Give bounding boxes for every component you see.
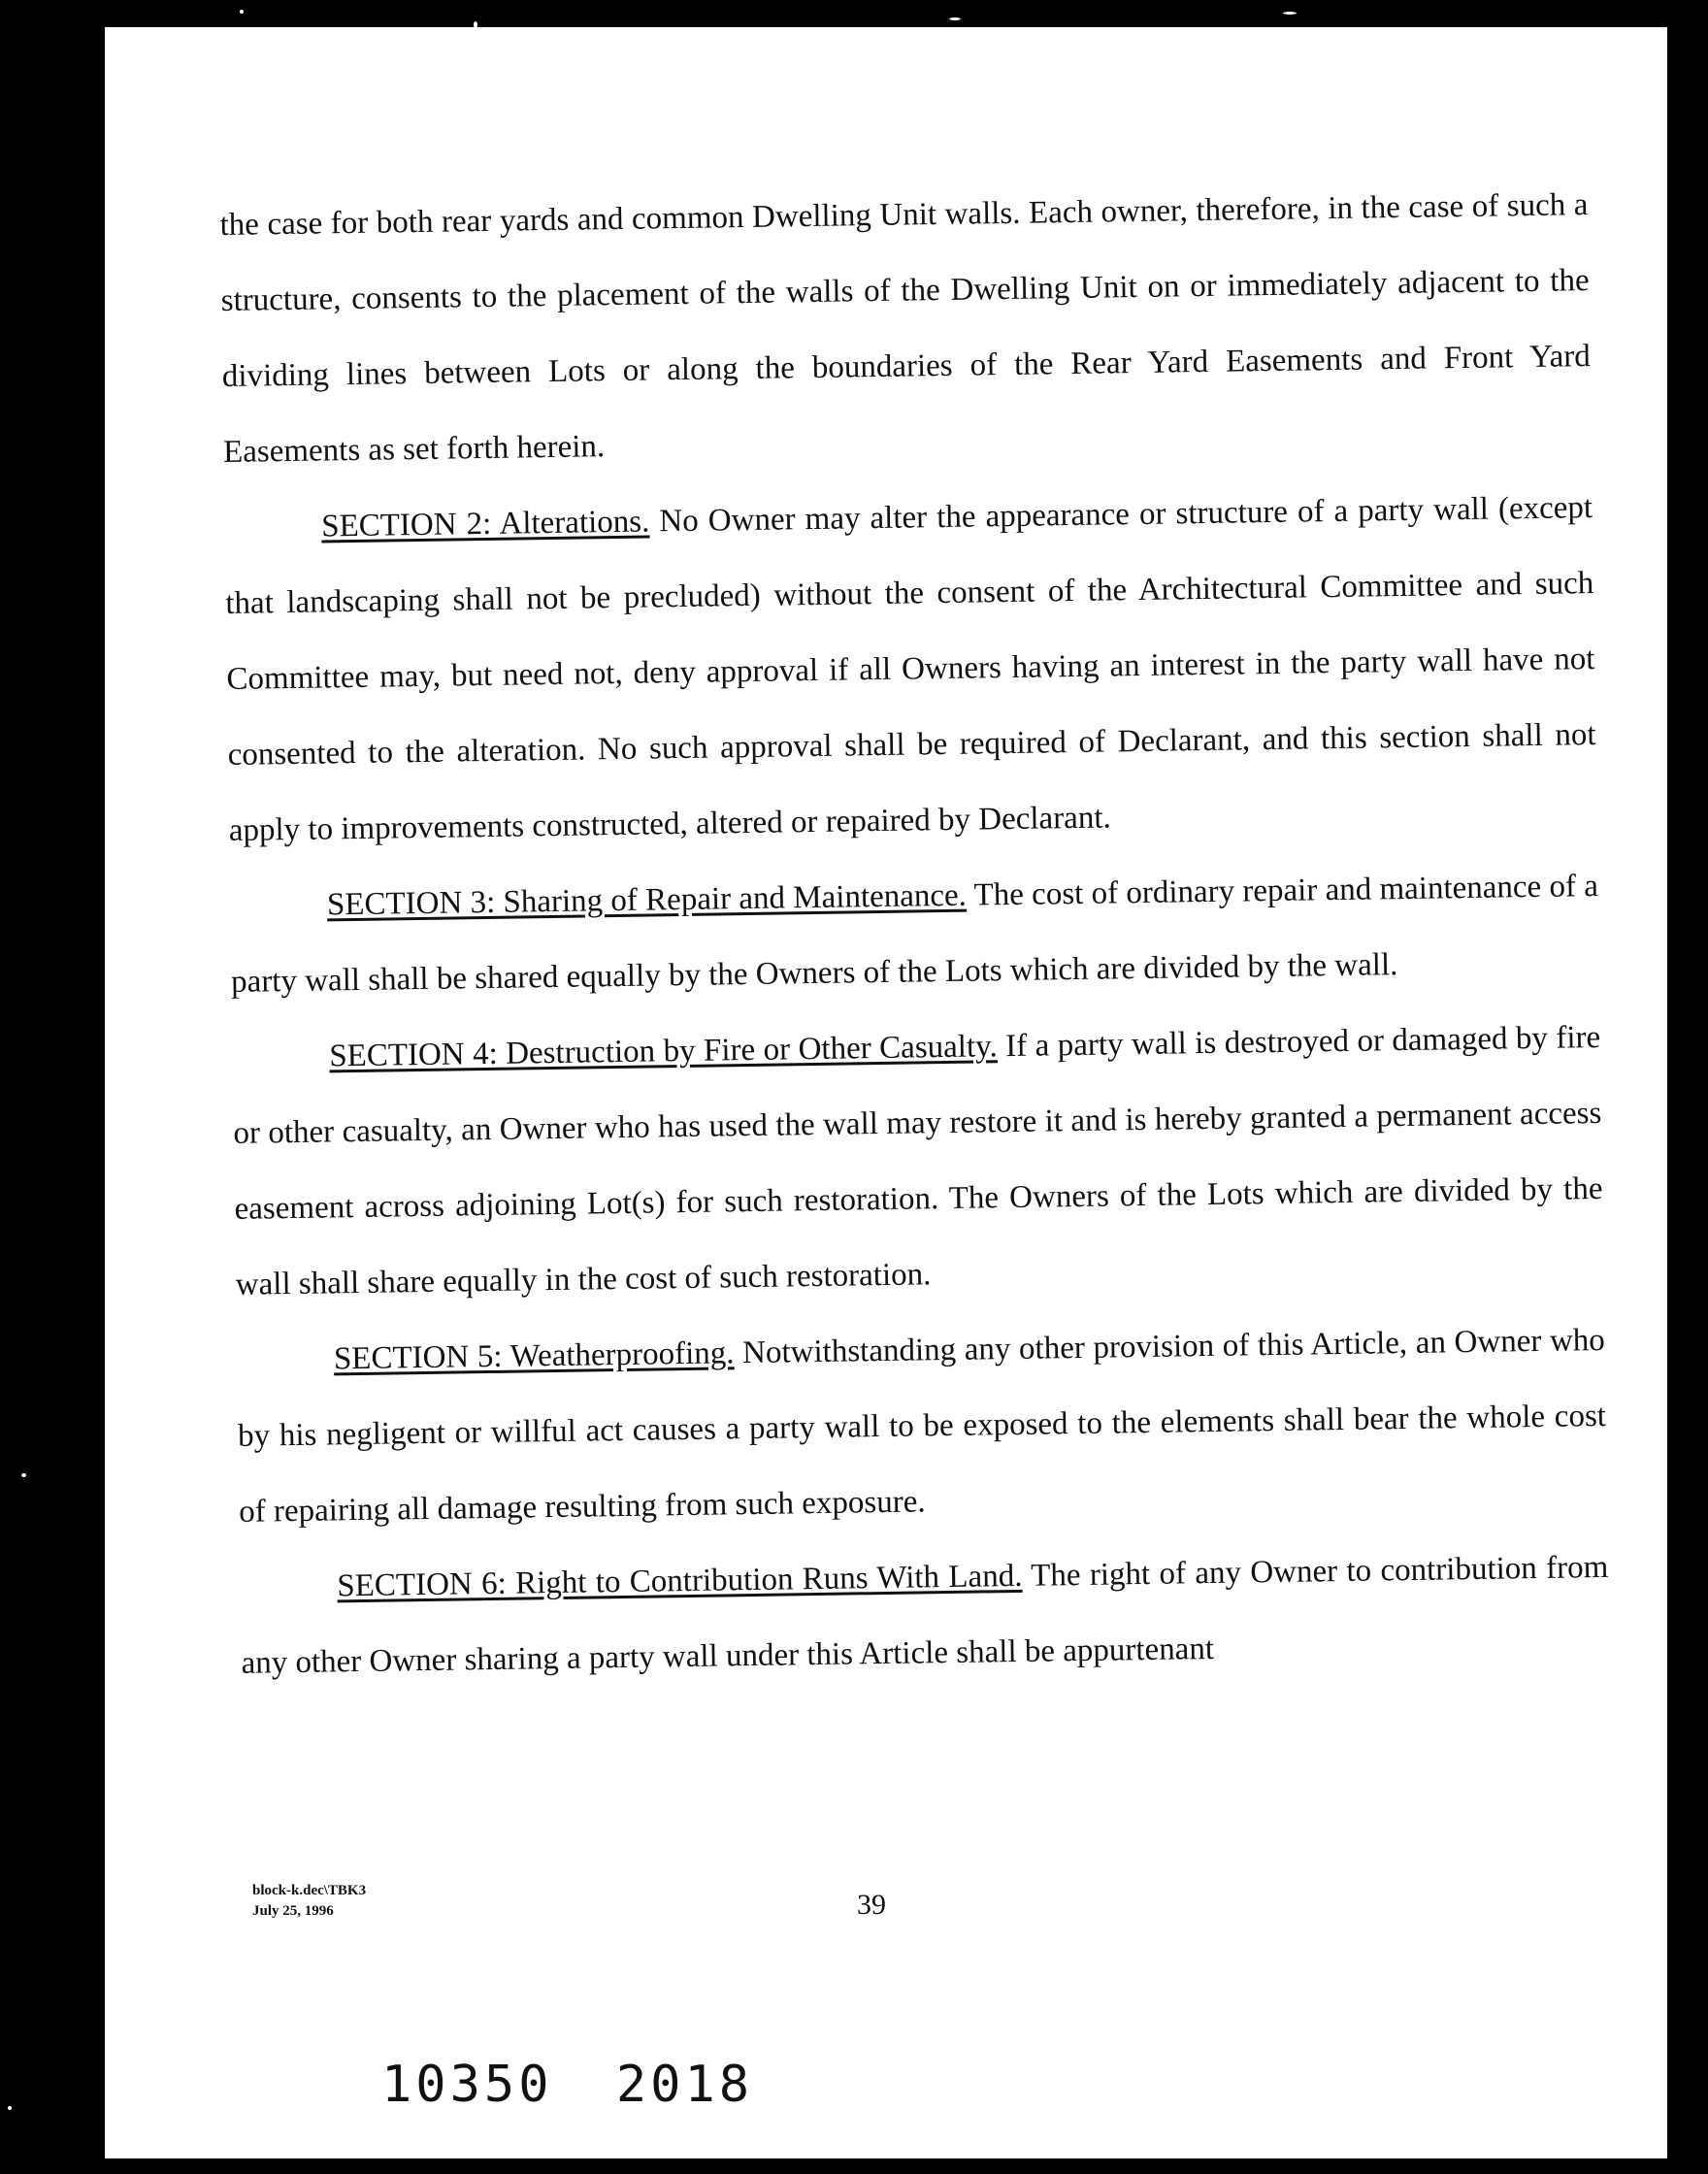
paragraph-text: Notwithstanding any other provision of this Article, an Owner who by his negligent or willful act causes a party wall to be exposed to the elements shall bear the whole cost of repairing all damage resulting from such exposure. — [237, 1322, 1607, 1530]
footer-date: July 25, 1996 — [252, 1903, 334, 1919]
paragraph-section-4 — [232, 1000, 1604, 1323]
scan-speck — [21, 1473, 26, 1477]
paragraph-section-6 — [240, 1530, 1610, 1701]
paragraph-text: If a party wall is destroyed or damaged by fire or other casualty, an Owner who has used the wall may restore it and is hereby granted a permanent access easement across adjoining Lot(s) for such restoration. The Owners of the Lots which are divided by the wall shall share equally in the cost of such restoration. — [233, 1019, 1603, 1302]
paragraph-text: The right of any Owner to contribution from any other Owner sharing a party wall under this Article shall be appurtenant — [241, 1549, 1609, 1681]
document-body — [219, 167, 1610, 1701]
section-heading: SECTION 5: Weatherproofing. — [333, 1335, 735, 1377]
paragraph-section-2 — [224, 470, 1598, 869]
paragraph-text: No Owner may alter the appearance or structure of a party wall (except that landscaping shall not be precluded) without the consent of the Architectural Committee and such Committee may, but need not, deny approval if all Owners having an interest in the party wall have not consented to the alteration. No such approval shall be required of Declarant, and this section shall not apply to improvements constructed, altered or repaired by Declarant. — [225, 490, 1596, 848]
page-number: 39 — [857, 1889, 886, 1921]
document-page — [105, 27, 1667, 2158]
scan-speck — [240, 10, 244, 14]
section-heading: SECTION 6: Right to Contribution Runs With Land. — [337, 1558, 1023, 1604]
footer-file-ref: block-k.dec\TBK3 — [252, 1883, 367, 1898]
paragraph-section-3 — [229, 848, 1599, 1020]
scan-speck — [949, 17, 961, 20]
section-heading: SECTION 2: Alterations. — [320, 504, 650, 544]
paragraph-continuation — [219, 167, 1592, 490]
recording-stamp — [381, 2056, 753, 2114]
scan-speck — [1283, 12, 1297, 15]
paragraph-text: The cost of ordinary repair and maintenance of a party wall shall be shared equally by the Owners of the Lots which are divided by the wall. — [230, 869, 1599, 1000]
paragraph-section-5 — [236, 1302, 1607, 1550]
paragraph-text: the case for both rear yards and common Dwelling Unit walls. Each owner, therefore, in the case of such a structure, consents to the placement of the walls of the Dwelling Unit on or immediately adjacent to the dividing lines between Lots or along the boundaries of the Rear Yard Easements and Front Yard Easements as set forth herein. — [219, 187, 1592, 470]
stamp-number-b: 2018 — [615, 2056, 754, 2114]
stamp-number-a: 10350 — [381, 2056, 553, 2114]
section-heading: SECTION 4: Destruction by Fire or Other Casualty. — [329, 1029, 999, 1074]
scan-speck — [8, 2106, 12, 2110]
section-heading: SECTION 3: Sharing of Repair and Maintenance. — [326, 877, 968, 923]
footer-file-info — [252, 1881, 366, 1922]
